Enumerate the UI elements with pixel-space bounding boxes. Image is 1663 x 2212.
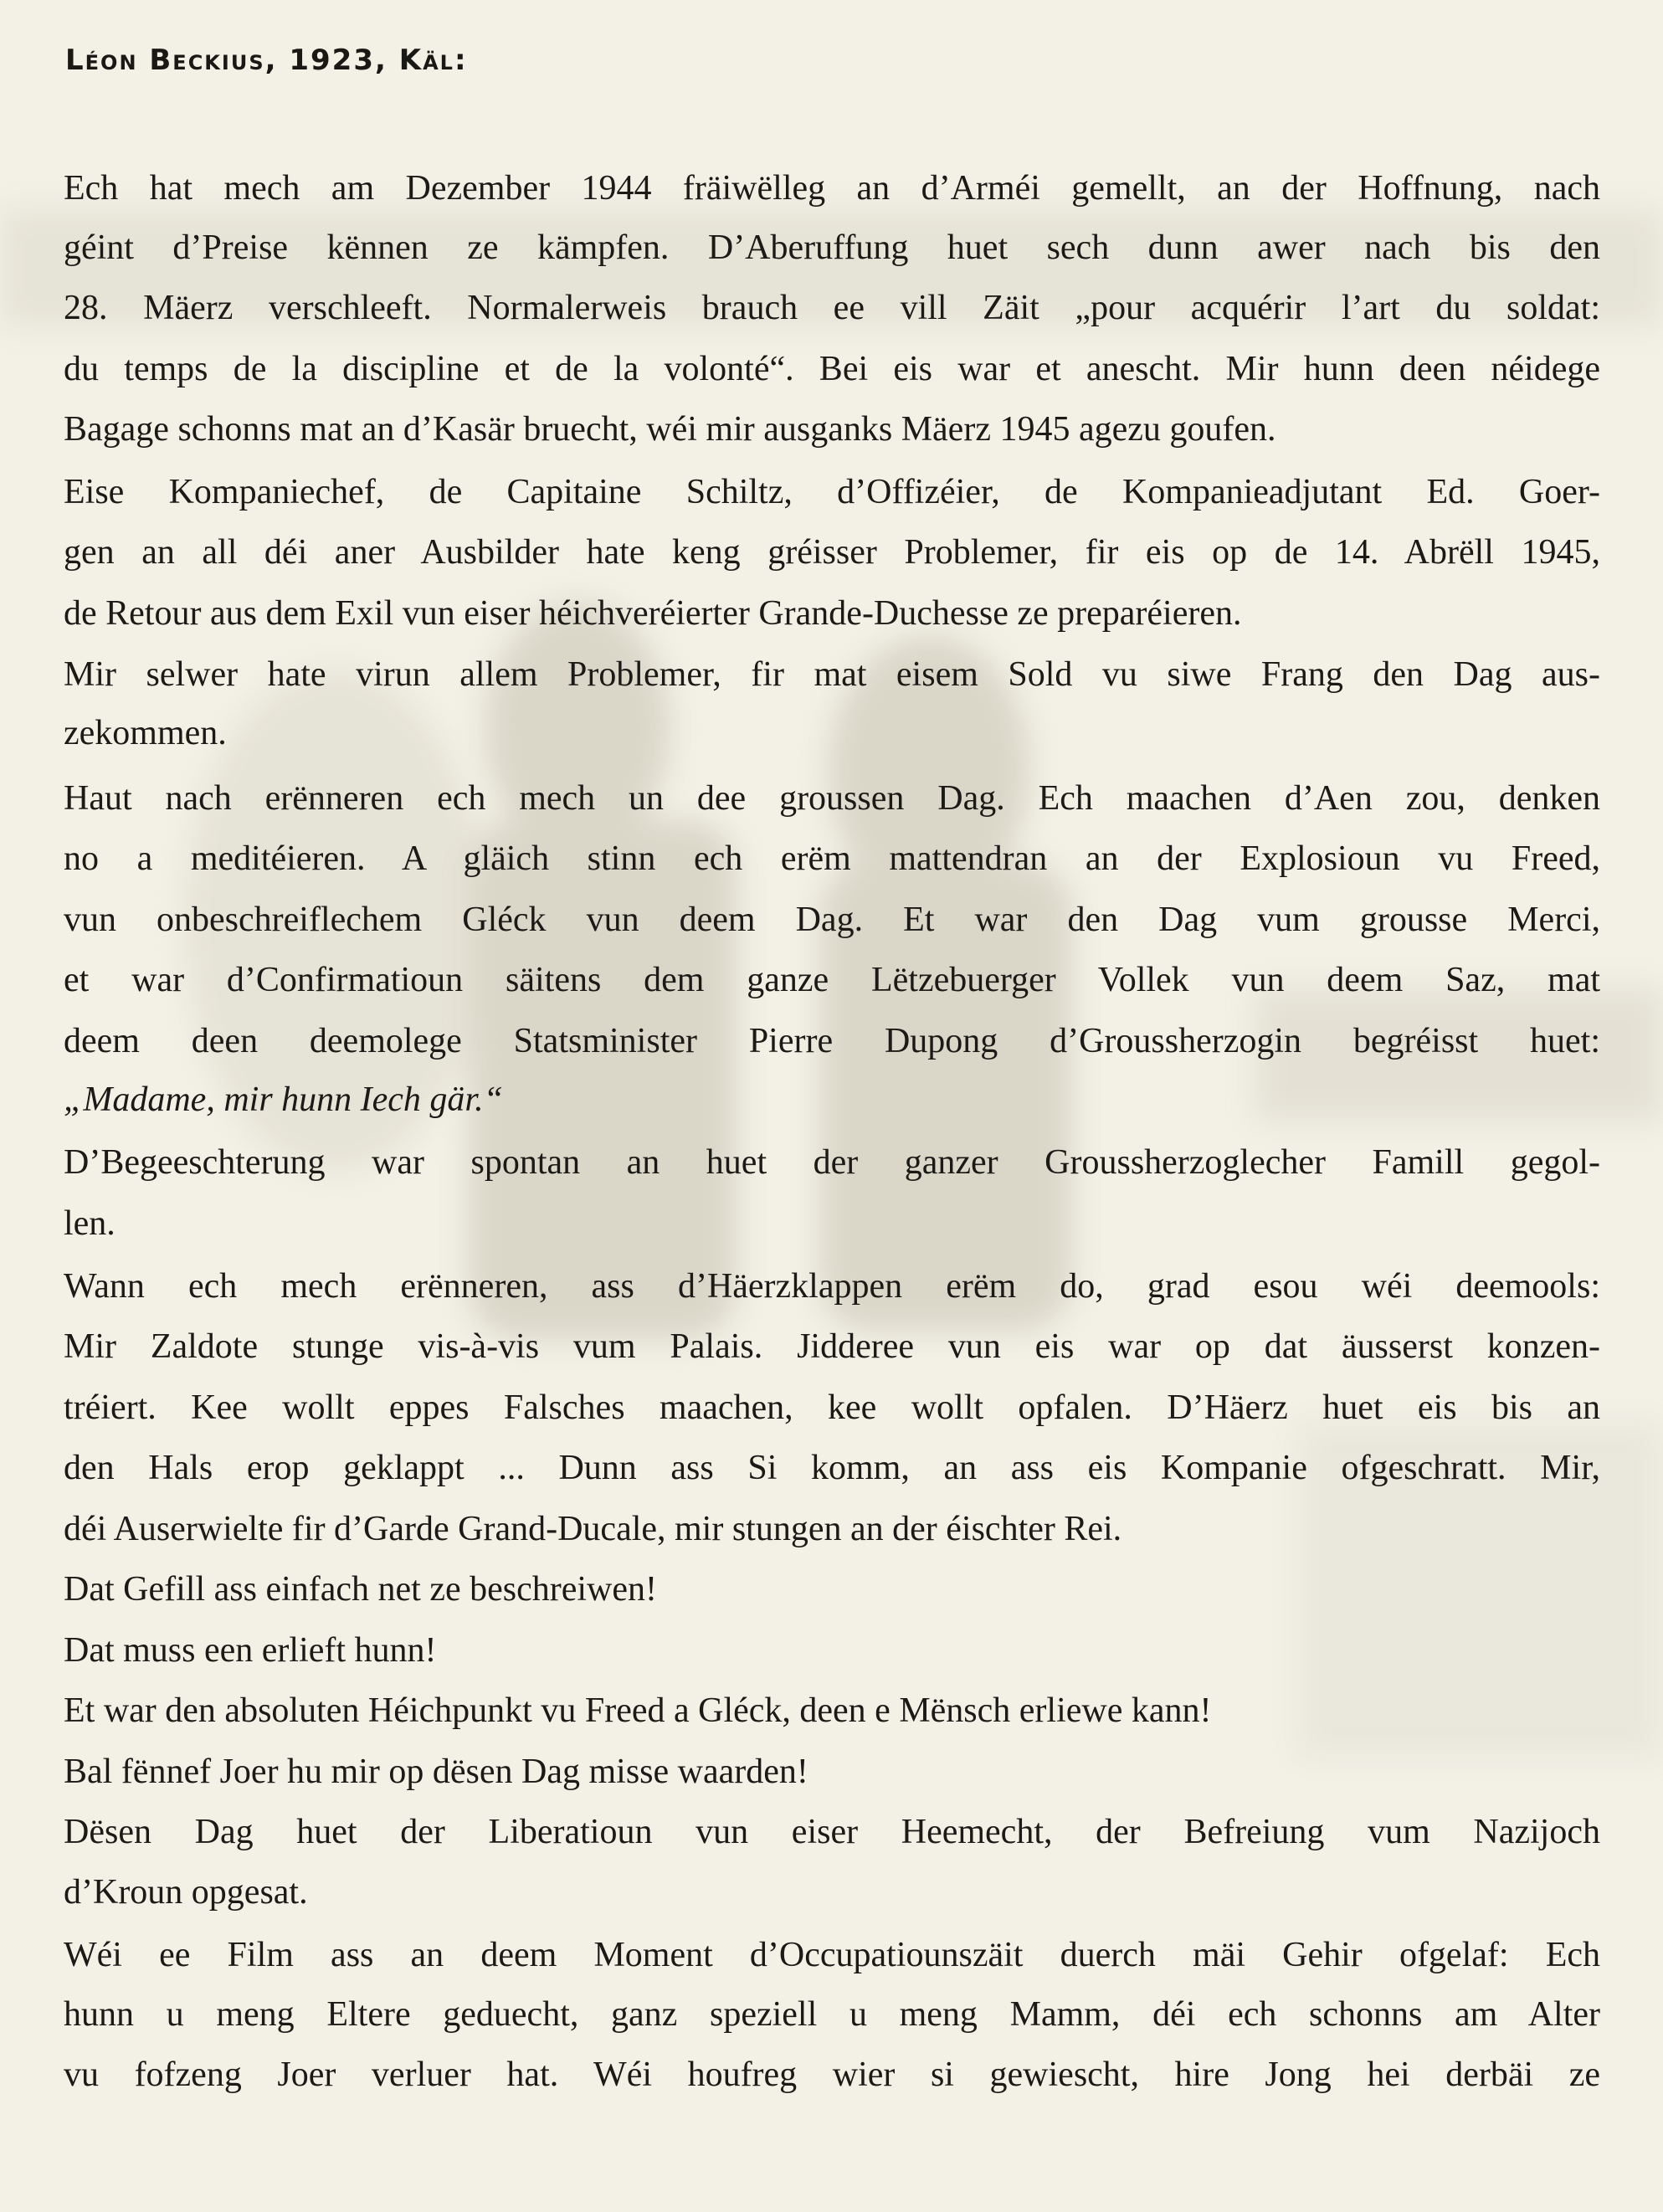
text-line: d’Kroun opgesat. [64, 1873, 308, 1912]
text-line: Dat Gefill ass einfach net ze beschreiwen! [64, 1570, 657, 1609]
text-line: 28. Mäerz verschleeft. Normalerweis brauch ee vill Zäit „pour acquérir l’art du soldat: [64, 289, 1600, 327]
text-line: géint d’Preise kënnen ze kämpfen. D’Aberuffung huet sech dunn awer nach bis den [64, 228, 1600, 267]
text-line: „Madame, mir hunn Iech gär.“ [64, 1080, 503, 1119]
text-line: Mir Zaldote stunge vis-à-vis vum Palais. Jidderee vun eis war op dat äusserst konzen- [64, 1327, 1600, 1366]
text-line: Mir selwer hate virun allem Problemer, fir mat eisem Sold vu siwe Frang den Dag aus- [64, 655, 1600, 694]
text-line: zekommen. [64, 714, 227, 752]
text-line: de Retour aus dem Exil vun eiser héichveréierter Grande-Duchesse ze preparéieren. [64, 594, 1242, 633]
text-line: len. [64, 1204, 115, 1243]
text-line: hunn u meng Eltere geduecht, ganz speziell u meng Mamm, déi ech schonns am Alter [64, 1995, 1600, 2034]
page-heading: Léon Beckius, 1923, Käl: [65, 44, 468, 77]
text-line: et war d’Confirmatioun säitens dem ganze Lëtzebuerger Vollek vun deem Saz, mat [64, 961, 1600, 999]
text-line: den Hals erop geklappt ... Dunn ass Si komm, an ass eis Kompanie ofgeschratt. Mir, [64, 1449, 1600, 1487]
text-line: deem deen deemolege Statsminister Pierre Dupong d’Groussherzogin begréisst huet: [64, 1022, 1600, 1060]
text-line: Bal fënnef Joer hu mir op dësen Dag misse waarden! [64, 1753, 808, 1791]
text-line: no a meditéieren. A gläich stinn ech erëm mattendran an der Explosioun vu Freed, [64, 839, 1600, 878]
text-line: Dat muss een erlieft hunn! [64, 1631, 437, 1670]
text-line: Wéi ee Film ass an deem Moment d’Occupatiounszäit duerch mäi Gehir ofgelaf: Ech [64, 1936, 1600, 1974]
text-line: Bagage schonns mat an d’Kasär bruecht, wéi mir ausganks Mäerz 1945 agezu goufen. [64, 410, 1276, 449]
text-line: déi Auserwielte fir d’Garde Grand-Ducale, mir stungen an der éischter Rei. [64, 1510, 1122, 1548]
text-line: du temps de la discipline et de la volonté“. Bei eis war et anescht. Mir hunn deen néidege [64, 350, 1600, 388]
text-line: tréiert. Kee wollt eppes Falsches maachen, kee wollt opfalen. D’Häerz huet eis bis an [64, 1388, 1600, 1427]
text-line: Ech hat mech am Dezember 1944 fräiwëlleg an d’Arméi gemellt, an der Hoffnung, nach [64, 169, 1600, 208]
text-line: Dësen Dag huet der Liberatioun vun eiser Heemecht, der Befreiung vum Nazijoch [64, 1813, 1600, 1851]
text-line: Eise Kompaniechef, de Capitaine Schiltz, d’Offizéier, de Kompanieadjutant Ed. Goer- [64, 473, 1600, 511]
text-line: Haut nach erënneren ech mech un dee groussen Dag. Ech maachen d’Aen zou, denken [64, 779, 1600, 818]
text-line: vu fofzeng Joer verluer hat. Wéi houfreg wier si gewiescht, hire Jong hei derbäi ze [64, 2055, 1600, 2094]
text-line: D’Begeeschterung war spontan an huet der ganzer Groussherzoglecher Famill gegol- [64, 1143, 1600, 1182]
text-line: Wann ech mech erënneren, ass d’Häerzklappen erëm do, grad esou wéi deemools: [64, 1267, 1600, 1306]
text-line: vun onbeschreiflechem Gléck vun deem Dag. Et war den Dag vum grousse Merci, [64, 901, 1600, 939]
text-line: gen an all déi aner Ausbilder hate keng gréisser Problemer, fir eis op de 14. Abrëll 1945, [64, 533, 1600, 572]
text-line: Et war den absoluten Héichpunkt vu Freed a Gléck, deen e Mënsch erliewe kann! [64, 1691, 1212, 1730]
